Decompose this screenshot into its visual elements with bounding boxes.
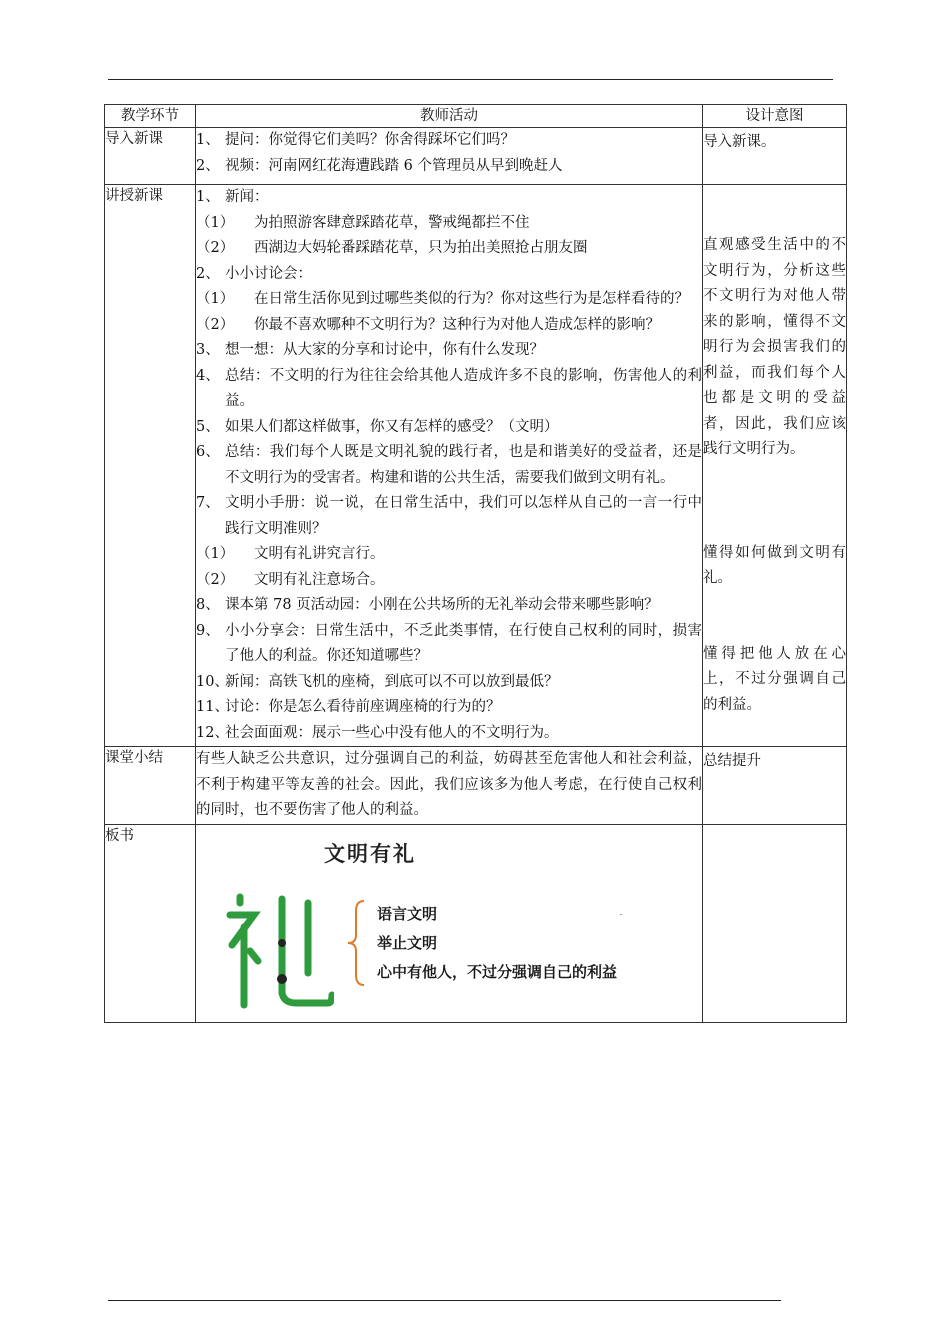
list-item: [196, 593, 702, 619]
item-text: 为拍照游客肆意踩踏花草，警戒绳都拦不住: [254, 214, 530, 231]
board-purpose: [703, 824, 847, 1022]
item-text: 总结：我们每个人既是文明礼貌的践行者，也是和谐美好的受益者，还是不文明行为的受害者。构建和谐的公共生活，需要我们做到文明有礼。: [225, 444, 702, 486]
lecture-activities: [196, 185, 703, 747]
lecture-stage: 讲授新课: [105, 185, 196, 747]
item-text: 如果人们都这样做事，你又有怎样的感受？（文明）: [225, 418, 559, 435]
intro-row: [105, 128, 847, 185]
list-item: [196, 415, 702, 441]
item-number: 10、: [196, 673, 229, 690]
header-stage: 教学环节: [105, 105, 196, 128]
table-header-row: [105, 105, 847, 128]
board-cell: [196, 824, 703, 1022]
intro-purpose: [703, 128, 847, 185]
list-item: [196, 568, 702, 594]
item-number: （2）: [196, 316, 235, 333]
intro-stage: 导入新课: [105, 128, 196, 185]
item-number: 1、: [196, 132, 220, 148]
list-item: [196, 364, 702, 415]
item-number: 3、: [196, 342, 220, 358]
list-item: [196, 236, 702, 262]
item-number: （1）: [196, 546, 235, 562]
list-item: [196, 154, 702, 180]
item-number: 7、: [196, 495, 220, 511]
item-number: 11、: [196, 699, 229, 715]
header-activity: 教师活动: [196, 105, 703, 128]
item-text: 课本第 78 页活动园：小刚在公共场所的无礼举动会带来哪些影响？: [225, 597, 659, 613]
summary-purpose: 总结提升: [703, 747, 847, 825]
item-number: （2）: [196, 571, 235, 588]
item-text: 总结：不文明的行为往往会给其他人造成许多不良的影响，伤害他人的利益。: [225, 367, 702, 409]
item-number: （2）: [196, 240, 235, 256]
item-text: 新闻：高铁飞机的座椅，到底可以不可以放到最低？: [225, 673, 559, 690]
item-number: 4、: [196, 367, 220, 384]
list-item: [196, 695, 702, 721]
item-text: 提问：你觉得它们美吗？你舍得踩坏它们吗？: [225, 132, 515, 148]
item-number: 2、: [196, 265, 220, 282]
brace-icon: [346, 899, 374, 987]
item-text: 小小分享会：日常生活中，不乏此类事情，在行使自己权利的同时，损害了他人的利益。你还知道哪些？: [225, 622, 702, 664]
header-purpose: 设计意图: [703, 105, 847, 128]
lesson-plan-table: [104, 104, 847, 1023]
summary-stage: 课堂小结: [105, 747, 196, 825]
item-number: 2、: [196, 157, 220, 174]
list-item: [196, 185, 702, 211]
list-item: [196, 262, 702, 288]
board-title: 文明有礼: [324, 841, 416, 866]
item-number: （1）: [196, 214, 235, 231]
item-text: 想一想：从大家的分享和讨论中，你有什么发现？: [225, 342, 544, 358]
list-item: [196, 542, 702, 568]
list-item: [196, 211, 702, 237]
item-number: 9、: [196, 622, 220, 639]
lecture-row: [105, 185, 847, 747]
blackboard-design: [196, 825, 702, 1022]
list-item: [196, 721, 702, 747]
summary-row: [105, 747, 847, 825]
item-text: 西湖边大妈轮番踩踏花草，只为拍出美照抢占朋友圈: [254, 240, 588, 256]
item-text: 小小讨论会：: [225, 265, 312, 282]
item-text: 视频：河南网红花海遭践踏 6 个管理员从早到晚赶人: [225, 157, 563, 174]
item-text: 文明有礼注意场合。: [254, 571, 385, 588]
list-item: [196, 440, 702, 491]
purpose-block-2: 懂得如何做到文明有礼。: [703, 544, 846, 586]
summary-text: 有些人缺乏公共意识，过分强调自己的利益，妨碍甚至危害他人和社会利益，不利于构建平等友善的社会。因此，我们应该多为他人考虑，在行使自己权利的同时，也不要伤害了他人的利益。: [196, 747, 703, 825]
header-rule: [108, 79, 833, 80]
item-text: 文明有礼讲究言行。: [254, 546, 385, 562]
list-item: [196, 128, 702, 154]
item-text: 你最不喜欢哪种不文明行为？这种行为对他人造成怎样的影响？: [254, 316, 660, 333]
list-item: [196, 491, 702, 542]
board-item-behavior: 举止文明: [377, 933, 438, 952]
board-item-others: 心中有他人，不过分强调自己的利益: [377, 962, 618, 981]
item-number: 1、: [196, 189, 220, 205]
board-row: [105, 824, 847, 1022]
item-number: 6、: [196, 444, 220, 460]
list-item: [196, 619, 702, 670]
item-number: 12、: [196, 724, 229, 741]
intro-activities: [196, 128, 703, 185]
board-item-speech: 语言文明: [377, 904, 438, 923]
item-text: 新闻：: [225, 189, 269, 205]
lecture-purpose: [703, 185, 847, 747]
footer-rule: [108, 1300, 781, 1301]
board-stage: 板书: [105, 824, 196, 1022]
list-item: [196, 313, 702, 339]
purpose-text: 导入新课。: [703, 134, 776, 150]
li-character-icon: [224, 893, 334, 1011]
purpose-block-1: 直观感受生活中的不文明行为，分析这些不文明行为对他人带来的影响，懂得不文明行为会损害我们的利益，而我们每个人也都是文明的受益者，因此，我们应该践行文明行为。: [703, 237, 846, 457]
item-text: 在日常生活你见到过哪些类似的行为？你对这些行为是怎样看待的？: [254, 291, 689, 307]
item-text: 文明小手册：说一说，在日常生活中，我们可以怎样从自己的一言一行中践行文明准则？: [225, 495, 702, 537]
item-number: 5、: [196, 418, 220, 435]
item-text: 讨论：你是怎么看待前座调座椅的行为的？: [225, 699, 501, 715]
list-item: [196, 670, 702, 696]
item-number: 8、: [196, 597, 220, 613]
item-text: 社会面面观：展示一些心中没有他人的不文明行为。: [225, 724, 559, 741]
stray-mark: [620, 914, 622, 915]
list-item: [196, 338, 702, 364]
purpose-block-3: 懂得把他人放在心上，不过分强调自己的利益。: [703, 645, 846, 713]
list-item: [196, 287, 702, 313]
item-number: （1）: [196, 291, 235, 307]
